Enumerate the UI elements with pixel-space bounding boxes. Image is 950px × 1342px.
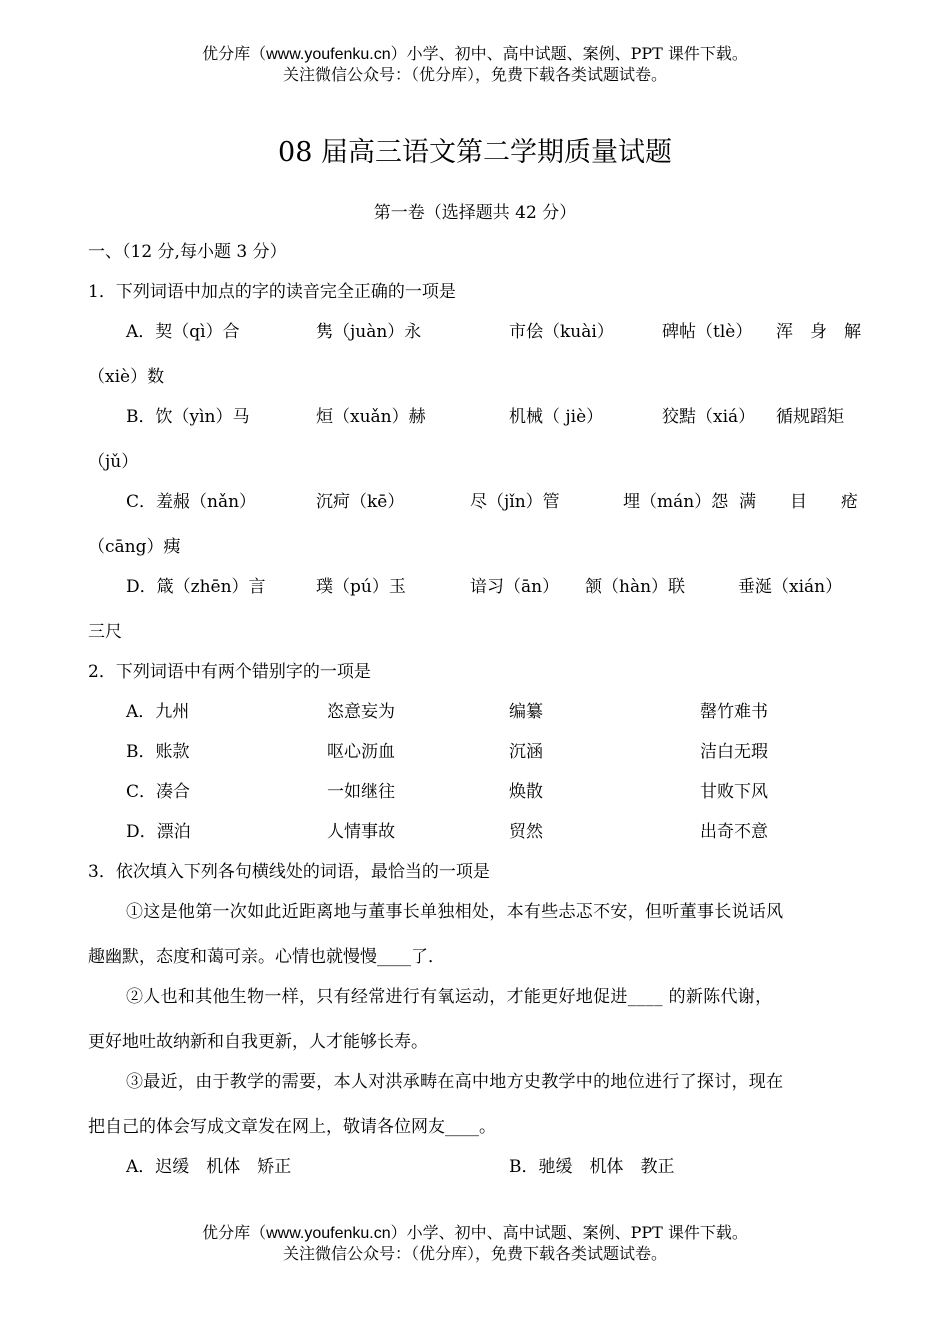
q1-a-item: 碑帖（tlè） [662,322,753,342]
header-text: 优分库（ [202,44,267,63]
q3-sentence-1-cont: 趣幽默，态度和蔼可亲。心情也就慢慢____了． [88,947,445,967]
q2-option-b [126,741,864,765]
q2-d-item: 人情事故 [327,822,395,842]
q1-d-item: D．箴（zhēn）言 [126,577,266,597]
footer-line-2: 关注微信公众号：（优分库），免费下载各类试题试卷。 [282,1244,667,1263]
q1-c-item: 埋（mán）怨 [623,492,729,512]
q1-b-item: B．饮（yìn）马 [126,407,250,427]
footer-site-link[interactable]: www.youfenku.cn [266,1225,391,1242]
header-line-2: 关注微信公众号：（优分库），免费下载各类试题试卷。 [282,65,667,84]
q2-a-item: 恣意妄为 [327,702,395,722]
q2-a-item: A．九州 [126,702,190,722]
q3-option-a: A．迟缓 机体 矫正 [126,1157,292,1177]
question-3-stem: 3．依次填入下列各句横线处的词语，最恰当的一项是 [88,862,490,882]
q2-b-item: B．账款 [126,742,190,762]
header-site-link[interactable]: www.youfenku.cn [266,46,391,63]
q3-options [126,1156,864,1180]
q1-a-item: 隽（juàn）永 [316,322,422,342]
q2-c-item: C．凑合 [126,782,191,802]
q2-d-item: D．漂泊 [126,822,191,842]
q1-d-item: 颔（hàn）联 [585,577,686,597]
q2-b-item: 呕心沥血 [327,742,395,762]
q3-sentence-3: ③最近，由于教学的需要，本人对洪承畴在高中地方史教学中的地位进行了探讨，现在 [126,1072,784,1092]
q1-option-c [126,491,864,515]
q1-b-item: 狡黠（xiá） [662,407,756,427]
page-title: 08 届高三语文第二学期质量试题 [278,137,672,168]
q1-d-item: 璞（pú）玉 [316,577,406,597]
q2-d-item: 贸然 [509,822,543,842]
q1-b-item: 烜（xuǎn）赫 [316,407,426,427]
q2-c-item: 一如继往 [327,782,395,802]
q2-b-item: 沉涵 [509,742,543,762]
footer-text: ）小学、初中、高中试题、案例、PPT 课件下载。 [390,1223,748,1242]
q2-c-item: 焕散 [509,782,543,802]
q1-option-d-cont: 三尺 [88,622,122,642]
q1-option-d [126,576,864,600]
section-heading: 一、（12 分,每小题 3 分） [88,242,287,262]
q2-d-item: 出奇不意 [700,822,768,842]
question-1-stem: 1．下列词语中加点的字的读音完全正确的一项是 [88,282,456,302]
q1-a-item: 市侩（kuài） [509,322,614,342]
q1-option-a [126,321,864,345]
page-subtitle: 第一卷（选择题共 42 分） [373,203,577,223]
q1-option-a-cont: （xiè）数 [88,367,165,387]
q1-a-item: 浑 身 解 [776,322,861,342]
q3-sentence-3-cont: 把自己的体会写成文章发在网上，敬请各位网友____。 [88,1117,496,1137]
header-line-1 [0,43,950,66]
q1-c-item: C．羞赧（nǎn） [126,492,257,512]
q1-option-b-cont: （jǔ） [88,452,139,472]
q1-a-item: A．契（qì）合 [126,322,240,342]
q3-sentence-1: ①这是他第一次如此近距离地与董事长单独相处，本有些忐忑不安，但听董事长说话风 [126,902,784,922]
q1-option-b [126,406,864,430]
footer-text: 优分库（ [202,1223,267,1242]
q3-option-b: B．驰缓 机体 教正 [509,1157,675,1177]
q2-b-item: 洁白无瑕 [700,742,768,762]
q1-b-item: 循规蹈矩 [776,407,844,427]
q2-c-item: 甘败下风 [700,782,768,802]
q1-c-item: 满 目 疮 [739,492,858,512]
q2-a-item: 编纂 [509,702,543,722]
q2-a-item: 罄竹难书 [700,702,768,722]
q1-option-c-cont: （cāng）痍 [88,537,181,557]
q1-c-item: 尽（jǐn）管 [470,492,560,512]
header-text: ）小学、初中、高中试题、案例、PPT 课件下载。 [390,44,748,63]
q3-sentence-2-cont: 更好地吐故纳新和自我更新，人才能够长寿。 [88,1032,428,1052]
q2-option-c [126,781,864,805]
footer-line-1 [0,1222,950,1245]
q1-d-item: 谙习（ān） [470,577,560,597]
q1-d-item: 垂涎（xián） [738,577,843,597]
q1-c-item: 沉疴（kē） [316,492,405,512]
q3-sentence-2: ②人也和其他生物一样，只有经常进行有氧运动，才能更好地促进____ 的新陈代谢， [126,987,773,1007]
question-2-stem: 2．下列词语中有两个错别字的一项是 [88,662,371,682]
q1-b-item: 机械（ jiè） [509,407,604,427]
q2-option-d [126,821,864,845]
q2-option-a [126,701,864,725]
